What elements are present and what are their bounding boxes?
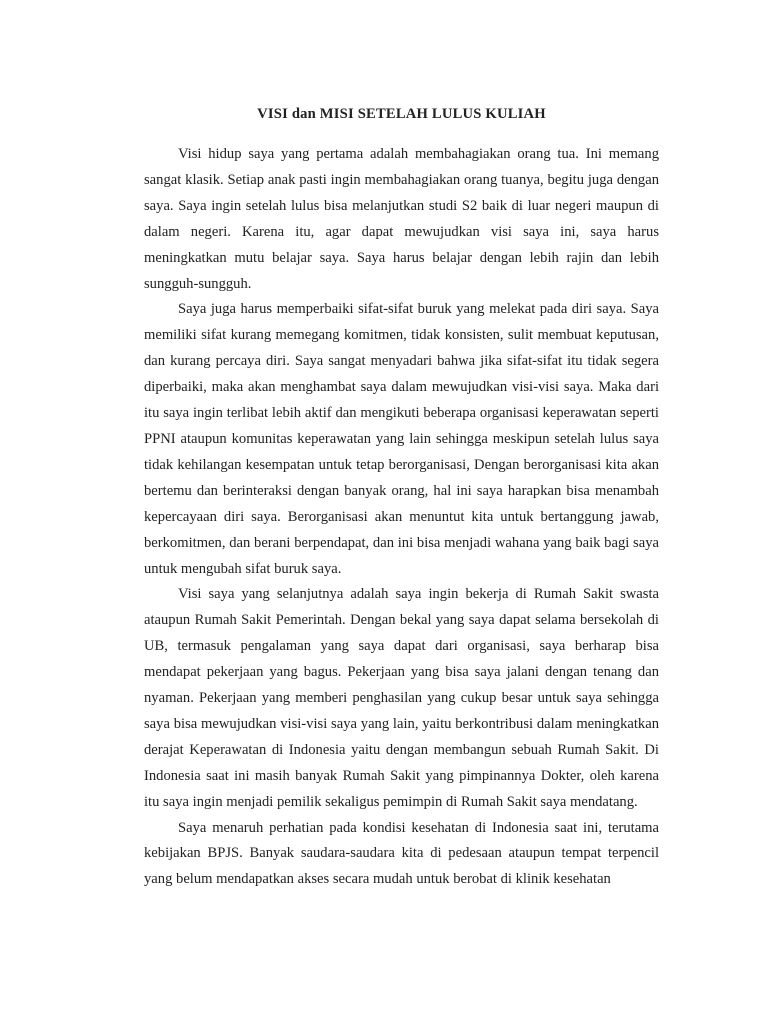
paragraph-1: Visi hidup saya yang pertama adalah membahagiakan orang tua. Ini memang sangat klasik. Setiap anak pasti ingin membahagiakan orang tuanya, begitu juga dengan saya. Saya ingin setelah lulus bisa melanjutkan studi S2 baik di luar negeri maupun di dalam negeri. Karena itu, agar dapat mewujudkan visi saya ini, saya harus meningkatkan mutu belajar saya. Saya harus belajar dengan lebih rajin dan lebih sungguh-sungguh. [144,146,659,292]
paragraph-3: Visi saya yang selanjutnya adalah saya ingin bekerja di Rumah Sakit swasta ataupun Rumah Sakit Pemerintah. Dengan bekal yang saya dapat selama bersekolah di UB, termasuk pengalaman yang saya dapat dari organisasi, saya berharap bisa mendapat pekerjaan yang bagus. Pekerjaan yang bisa saya jalani dengan tenang dan nyaman. Pekerjaan yang memberi penghasilan yang cukup besar untuk saya sehingga saya bisa mewujudkan visi-visi saya yang lain, yaitu berkontribusi dalam meningkatkan derajat Keperawatan di Indonesia yaitu dengan membangun sebuah Rumah Sakit. Di Indonesia saat ini masih banyak Rumah Sakit yang pimpinannya Dokter, oleh karena itu saya ingin menjadi pemilik sekaligus pemimpin di Rumah Sakit saya mendatang. [144,586,659,810]
paragraph-4: Saya menaruh perhatian pada kondisi kesehatan di Indonesia saat ini, terutama kebijakan BPJS. Banyak saudara-saudara kita di pedesaan ataupun tempat terpencil yang belum mendapatkan akses secara mudah untuk berobat di klinik kesehatan [144,819,659,888]
document-body [144,104,659,893]
document-title: VISI dan MISI SETELAH LULUS KULIAH [257,106,546,122]
paragraph-2: Saya juga harus memperbaiki sifat-sifat buruk yang melekat pada diri saya. Saya memiliki sifat kurang memegang komitmen, tidak konsisten, sulit membuat keputusan, dan kurang percaya diri. Saya sangat menyadari bahwa jika sifat-sifat itu tidak segera diperbaiki, maka akan menghambat saya dalam mewujudkan visi-visi saya. Maka dari itu saya ingin terlibat lebih aktif dan mengikuti beberapa organisasi keperawatan seperti PPNI ataupun komunitas keperawatan yang lain sehingga meskipun setelah lulus saya tidak kehilangan kesempatan untuk tetap berorganisasi, Dengan berorganisasi kita akan bertemu dan berinteraksi dengan banyak orang, hal ini saya harapkan bisa menambah kepercayaan diri saya. Berorganisasi akan menuntut kita untuk bertanggung jawab, berkomitmen, dan berani berpendapat, dan ini bisa menjadi wahana yang baik bagi saya untuk mengubah sifat buruk saya. [144,301,659,577]
